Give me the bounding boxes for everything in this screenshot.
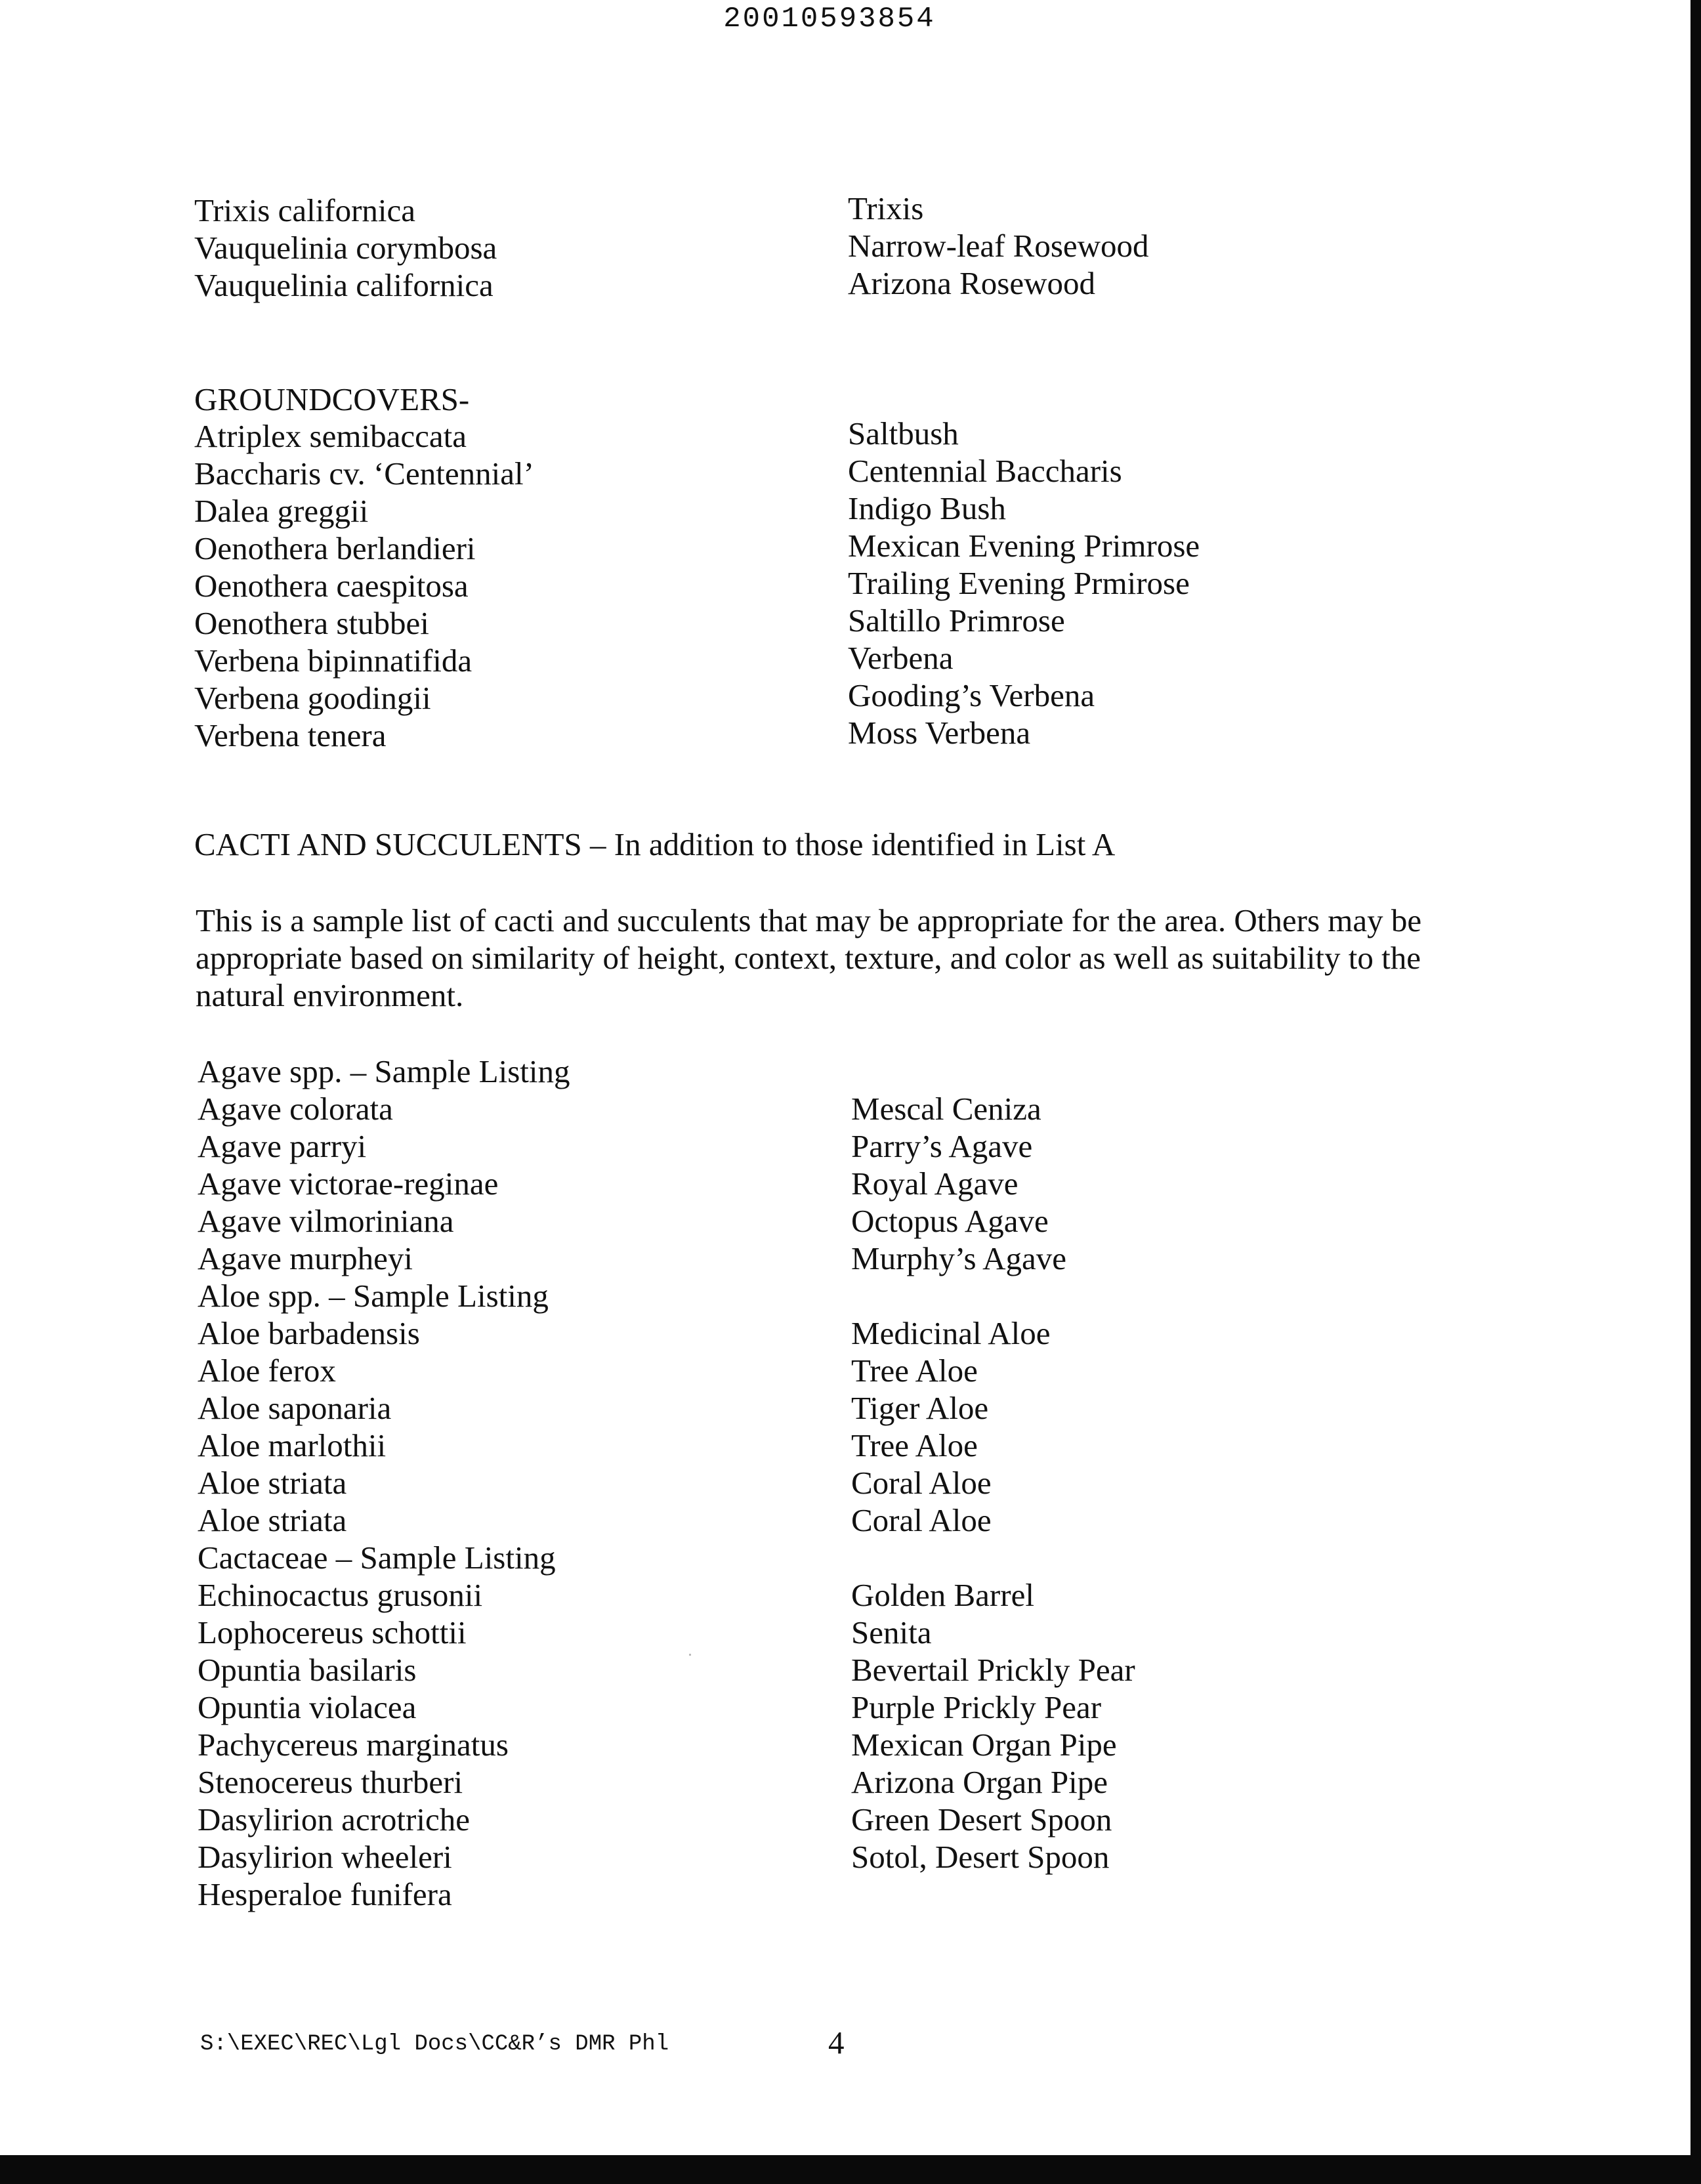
common-name: Green Desert Spoon	[851, 1801, 1112, 1838]
common-name: Bevertail Prickly Pear	[851, 1652, 1135, 1688]
common-name: Sotol, Desert Spoon	[851, 1839, 1110, 1875]
common-name: Medicinal Aloe	[851, 1315, 1051, 1351]
scan-border-bottom	[0, 2155, 1701, 2184]
document-number: 20010593854	[723, 3, 936, 35]
botanical-name: Verbena bipinnatifida	[194, 642, 472, 679]
botanical-name: Aloe striata	[198, 1502, 347, 1538]
botanical-name: Agave victorae-reginae	[198, 1166, 499, 1202]
common-name: Tiger Aloe	[851, 1390, 989, 1426]
common-name: Royal Agave	[851, 1166, 1018, 1202]
botanical-name: Agave parryi	[198, 1128, 367, 1164]
common-name: Tree Aloe	[851, 1427, 978, 1463]
botanical-name: Opuntia violacea	[198, 1689, 417, 1725]
common-name: Tree Aloe	[851, 1353, 978, 1389]
paragraph-line: appropriate based on similarity of height, context, texture, and color as well as suitability to the	[196, 940, 1421, 976]
common-name: Octopus Agave	[851, 1203, 1049, 1239]
botanical-name: Aloe barbadensis	[198, 1315, 420, 1351]
cacti-heading: CACTI AND SUCCULENTS – In addition to those identified in List A	[194, 826, 1116, 862]
botanical-name: Echinocactus grusonii	[198, 1577, 483, 1613]
page-number: 4	[828, 2025, 845, 2061]
botanical-name: Lophocereus schottii	[198, 1614, 467, 1650]
common-name: Narrow-leaf Rosewood	[848, 228, 1149, 264]
group-heading-aloe: Aloe spp. – Sample Listing	[198, 1278, 549, 1314]
botanical-name: Aloe marlothii	[198, 1427, 387, 1463]
botanical-name: Aloe striata	[198, 1465, 347, 1501]
common-name: Arizona Organ Pipe	[851, 1764, 1108, 1800]
botanical-name: Verbena tenera	[194, 717, 387, 753]
botanical-name: Dasylirion wheeleri	[198, 1839, 452, 1875]
botanical-name: Oenothera stubbei	[194, 605, 429, 641]
common-name: Parry’s Agave	[851, 1128, 1033, 1164]
botanical-name: Baccharis cv. ‘Centennial’	[194, 455, 534, 492]
botanical-name: Oenothera caespitosa	[194, 568, 469, 604]
botanical-name: Dasylirion acrotriche	[198, 1801, 470, 1838]
common-name: Murphy’s Agave	[851, 1240, 1066, 1276]
botanical-name: Hesperaloe funifera	[198, 1876, 452, 1912]
botanical-name: Dalea greggii	[194, 493, 369, 529]
common-name: Golden Barrel	[851, 1577, 1034, 1613]
botanical-name: Aloe saponaria	[198, 1390, 392, 1426]
scan-speck	[689, 1654, 691, 1656]
botanical-name: Opuntia basilaris	[198, 1652, 417, 1688]
groundcovers-heading: GROUNDCOVERS-	[194, 381, 470, 417]
botanical-name: Atriplex semibaccata	[194, 418, 467, 454]
common-name: Senita	[851, 1614, 932, 1650]
botanical-name: Agave murpheyi	[198, 1240, 413, 1276]
common-name: Trailing Evening Prmirose	[848, 565, 1190, 601]
common-name: Saltbush	[848, 415, 959, 452]
botanical-name: Agave colorata	[198, 1091, 393, 1127]
botanical-name: Vauquelinia corymbosa	[194, 230, 497, 266]
footer-file-path: S:\EXEC\REC\Lgl Docs\CC&R’s DMR Phl	[200, 2032, 669, 2057]
botanical-name: Vauquelinia californica	[194, 267, 494, 303]
group-heading-cactaceae: Cactaceae – Sample Listing	[198, 1540, 556, 1576]
common-name: Arizona Rosewood	[848, 265, 1095, 301]
cacti-intro-paragraph	[196, 902, 1508, 1014]
common-name: Moss Verbena	[848, 715, 1031, 751]
common-name: Centennial Baccharis	[848, 453, 1122, 489]
common-name: Mexican Evening Primrose	[848, 528, 1200, 564]
botanical-name: Verbena goodingii	[194, 680, 431, 716]
paragraph-line: natural environment.	[196, 977, 464, 1013]
common-name: Mexican Organ Pipe	[851, 1727, 1117, 1763]
common-name: Trixis	[848, 190, 924, 226]
common-name: Purple Prickly Pear	[851, 1689, 1102, 1725]
group-heading-agave: Agave spp. – Sample Listing	[198, 1053, 570, 1089]
scan-border-right	[1690, 0, 1701, 2184]
common-name: Mescal Ceniza	[851, 1091, 1041, 1127]
common-name: Coral Aloe	[851, 1465, 992, 1501]
botanical-name: Stenocereus thurberi	[198, 1764, 463, 1800]
botanical-name: Pachycereus marginatus	[198, 1727, 509, 1763]
common-name: Saltillo Primrose	[848, 602, 1065, 639]
botanical-name: Agave vilmoriniana	[198, 1203, 454, 1239]
common-name: Coral Aloe	[851, 1502, 992, 1538]
common-name: Gooding’s Verbena	[848, 677, 1095, 713]
paragraph-line: This is a sample list of cacti and succulents that may be appropriate for the area. Others may be	[196, 902, 1422, 938]
common-name: Indigo Bush	[848, 490, 1006, 526]
botanical-name: Aloe ferox	[198, 1353, 336, 1389]
common-name: Verbena	[848, 640, 954, 676]
botanical-name: Oenothera berlandieri	[194, 530, 476, 566]
botanical-name: Trixis californica	[194, 192, 416, 228]
